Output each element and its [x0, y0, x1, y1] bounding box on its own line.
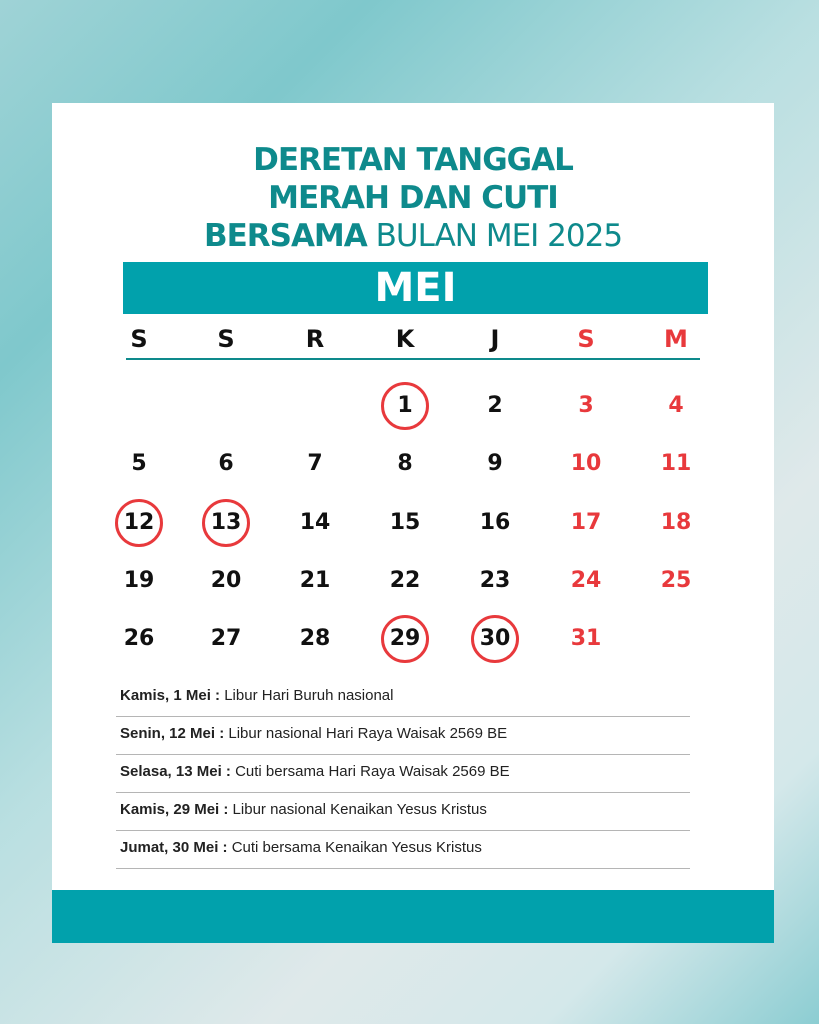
holiday-note: [116, 679, 690, 717]
note-date: Kamis, 1 Mei :: [120, 687, 221, 704]
month-header: MEI: [123, 262, 708, 314]
calendar-day: 2: [487, 393, 503, 418]
note-text: Libur Hari Buruh nasional: [220, 687, 394, 704]
calendar-day-holiday: 30: [471, 615, 519, 663]
title-line-1: DERETAN TANGGAL: [253, 142, 573, 178]
calendar-day: 17: [570, 510, 602, 535]
calendar-day: 10: [570, 451, 602, 476]
footer-bar: [52, 890, 774, 943]
calendar-day-holiday: 13: [202, 499, 250, 547]
weekday-label: R: [305, 325, 325, 353]
calendar-day: 16: [479, 510, 511, 535]
note-date: Senin, 12 Mei :: [120, 725, 225, 742]
calendar-day: 24: [570, 568, 602, 593]
calendar-day: 8: [397, 451, 413, 476]
calendar-day: 27: [210, 626, 242, 651]
calendar-card: [52, 103, 774, 943]
calendar-day: 11: [660, 451, 692, 476]
calendar-grid: [52, 103, 774, 703]
calendar-day: 9: [487, 451, 503, 476]
calendar-day: 15: [389, 510, 421, 535]
calendar-day: 31: [570, 626, 602, 651]
calendar-day: 22: [389, 568, 421, 593]
note-text: Cuti bersama Kenaikan Yesus Kristus: [227, 839, 482, 856]
note-date: Jumat, 30 Mei :: [120, 839, 228, 856]
calendar-day: 26: [123, 626, 155, 651]
holiday-note: [116, 755, 690, 793]
calendar-day: 3: [578, 393, 594, 418]
weekday-label: S: [217, 325, 235, 353]
holiday-note: [116, 717, 690, 755]
note-text: Cuti bersama Hari Raya Waisak 2569 BE: [230, 763, 510, 780]
calendar-day: 14: [299, 510, 331, 535]
title-bold: BERSAMA: [203, 218, 367, 254]
note-text: Libur nasional Kenaikan Yesus Kristus: [228, 801, 487, 818]
note-date: Kamis, 29 Mei :: [120, 801, 229, 818]
calendar-day: 7: [307, 451, 323, 476]
note-date: Selasa, 13 Mei :: [120, 763, 231, 780]
calendar-day: 4: [668, 393, 684, 418]
weekday-label: K: [395, 325, 415, 353]
holiday-note: [116, 793, 690, 831]
title-line-2: MERAH DAN CUTI: [268, 180, 558, 216]
calendar-day-holiday: 12: [115, 499, 163, 547]
weekday-label: M: [664, 325, 688, 353]
calendar-day: 20: [210, 568, 242, 593]
note-text: Libur nasional Hari Raya Waisak 2569 BE: [224, 725, 508, 742]
holiday-note: [116, 831, 690, 869]
calendar-day: 19: [123, 568, 155, 593]
calendar-day: 21: [299, 568, 331, 593]
calendar-day-holiday: 29: [381, 615, 429, 663]
calendar-day: 23: [479, 568, 511, 593]
weekday-label: J: [490, 325, 500, 353]
weekday-label: S: [130, 325, 148, 353]
calendar-day: 25: [660, 568, 692, 593]
calendar-day: 18: [660, 510, 692, 535]
calendar-day: 28: [299, 626, 331, 651]
calendar-day-holiday: 1: [381, 382, 429, 430]
title-light: BULAN MEI 2025: [366, 218, 623, 254]
calendar-day: 6: [218, 451, 234, 476]
holiday-notes: [116, 679, 690, 869]
weekday-label: S: [577, 325, 595, 353]
calendar-day: 5: [131, 451, 147, 476]
